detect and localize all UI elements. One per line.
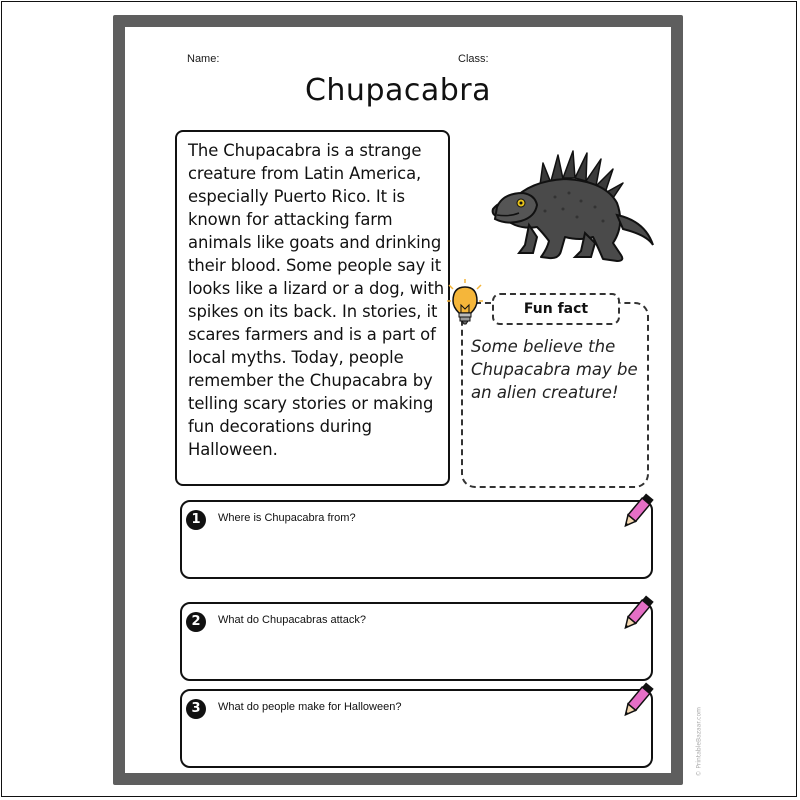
pencil-icon bbox=[617, 681, 657, 721]
question-text-1: Where is Chupacabra from? bbox=[218, 512, 356, 524]
question-box-2[interactable] bbox=[180, 602, 653, 681]
question-text-2: What do Chupacabras attack? bbox=[218, 614, 366, 626]
name-label: Name: bbox=[187, 53, 220, 65]
watermark: © PrintableBazaar.com bbox=[695, 707, 702, 777]
reading-passage-box bbox=[175, 130, 450, 486]
worksheet-page bbox=[125, 27, 702, 777]
question-number-3: 3 bbox=[186, 699, 206, 719]
fun-fact-label: Fun fact bbox=[492, 293, 620, 325]
lightbulb-icon bbox=[445, 279, 485, 327]
question-box-3[interactable] bbox=[180, 689, 653, 768]
pencil-icon bbox=[617, 492, 657, 532]
pencil-icon bbox=[617, 594, 657, 634]
question-number-2: 2 bbox=[186, 612, 206, 632]
page-title: Chupacabra bbox=[304, 73, 492, 108]
class-label: Class: bbox=[458, 53, 489, 65]
chupacabra-illustration bbox=[485, 145, 660, 270]
question-number-1: 1 bbox=[186, 510, 206, 530]
reading-passage: The Chupacabra is a strange creature from Latin America, especially Puerto Rico. It is known for attacking farm animals like goats and drinking their blood. Some people say it looks like a lizard or a dog, with spikes on its back. In stories, it scares farmers and is a part of local myths. Today, people remember the Chupacabra by telling scary stories or making fun decorations during Halloween. bbox=[188, 141, 445, 459]
question-text-3: What do people make for Halloween? bbox=[218, 701, 402, 713]
question-box-1[interactable] bbox=[180, 500, 653, 579]
fun-fact-text: Some believe the Chupacabra may be an alien creature! bbox=[471, 337, 638, 402]
worksheet-frame bbox=[113, 15, 702, 785]
